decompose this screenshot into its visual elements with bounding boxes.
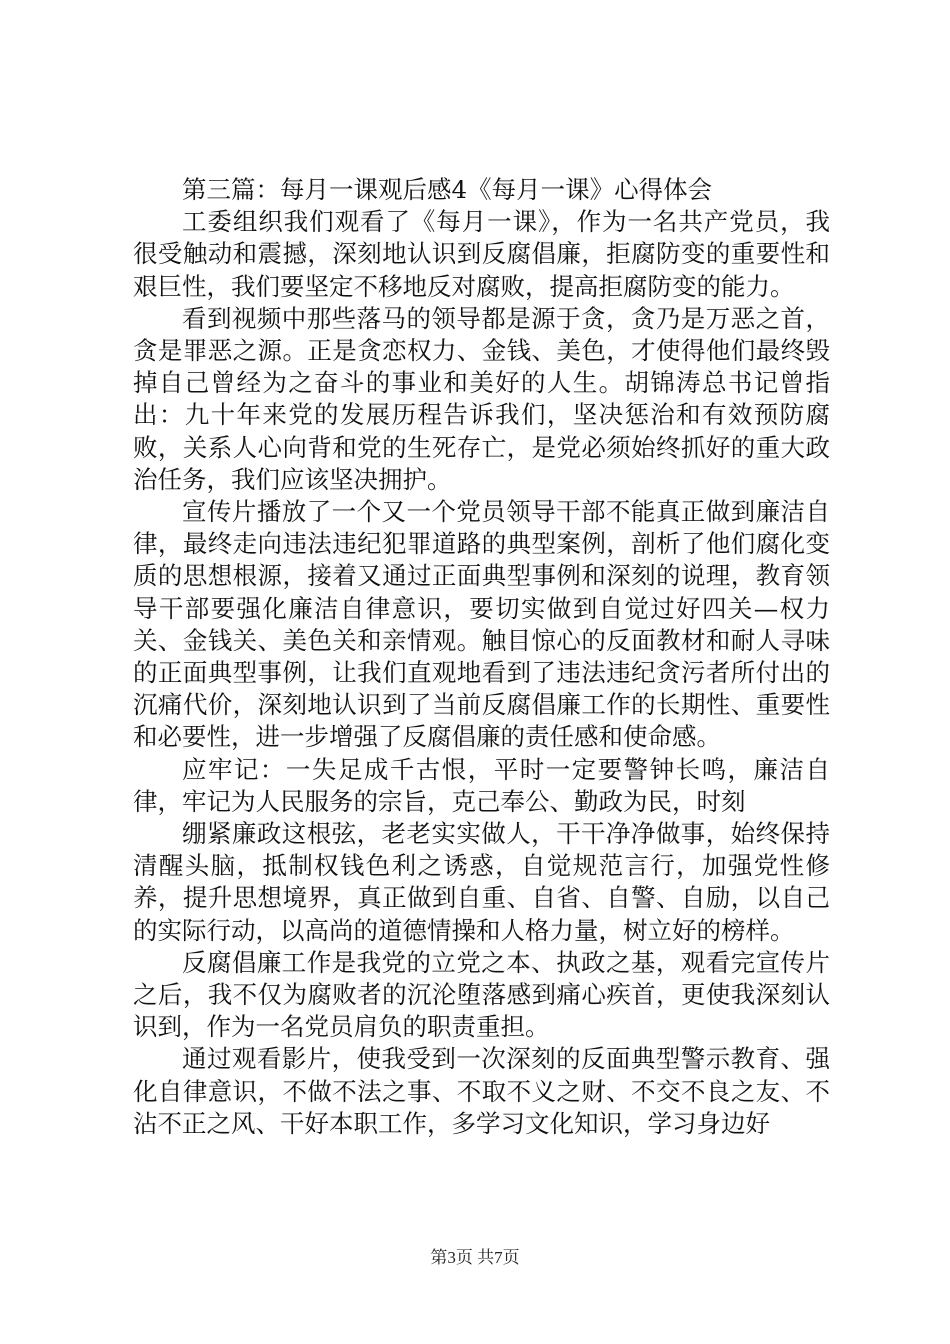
paragraph-3: 宣传片播放了一个又一个党员领导干部不能真正做到廉洁自律，最终走向违法违纪犯罪道路的典型案例，剖析了他们腐化变质的思想根源，接着又通过正面典型事例和深刻的说理，教育领导干部要强化廉洁自律意识，要切实做到自觉过好四关—权力关、金钱关、美色关和亲情观。触目惊心的反面教材和耐人寻味的正面典型事例，让我们直观地看到了违法违纪贪污者所付出的沉痛代价，深刻地认识到了当前反腐倡廉工作的长期性、重要性和必要性，进一步增强了反腐倡廉的责任感和使命感。 [133,497,830,752]
paragraph-1: 工委组织我们观看了《每月一课》，作为一名共产党员，我很受触动和震撼，深刻地认识到反腐倡廉，拒腐防变的重要性和艰巨性，我们要坚定不移地反对腐败，提高拒腐防变的能力。 [133,207,830,301]
paragraph-6: 反腐倡廉工作是我党的立党之本、执政之基，观看完宣传片之后，我不仅为腐败者的沉沦堕落感到痛心疾首，更使我深刻认识到，作为一名党员肩负的职责重担。 [133,947,830,1042]
paragraph-2: 看到视频中那些落马的领导都是源于贪，贪乃是万恶之首，贪是罪恶之源。正是贪恋权力、金钱、美色，才使得他们最终毁掉自己曾经为之奋斗的事业和美好的人生。胡锦涛总书记曾指出：九十年来党的发展历程告诉我们，坚决惩治和有效预防腐败，关系人心向背和党的生死存亡，是党必须始终抓好的重大政治任务，我们应该坚决拥护。 [133,303,830,494]
document-body [133,174,830,1140]
paragraph-7: 通过观看影片，使我受到一次深刻的反面典型警示教育、强化自律意识，不做不法之事、不取不义之财、不交不良之友、不沾不正之风、干好本职工作，多学习文化知识，学习身边好 [133,1044,830,1138]
paragraph-5: 绷紧廉政这根弦，老老实实做人，干干净净做事，始终保持清醒头脑，抵制权钱色利之诱惑，自觉规范言行，加强党性修养，提升思想境界，真正做到自重、自省、自警、自励，以自己的实际行动，以高尚的道德情操和人格力量，树立好的榜样。 [133,819,830,945]
document-title: 第三篇：每月一课观后感4《每月一课》心得体会 [182,175,713,204]
page-number-footer: 第3页 共7页 [430,1248,520,1267]
paragraph-4: 应牢记：一失足成千古恨，平时一定要警钟长鸣，廉洁自律，牢记为人民服务的宗旨，克己奉公、勤政为民，时刻 [133,754,830,816]
